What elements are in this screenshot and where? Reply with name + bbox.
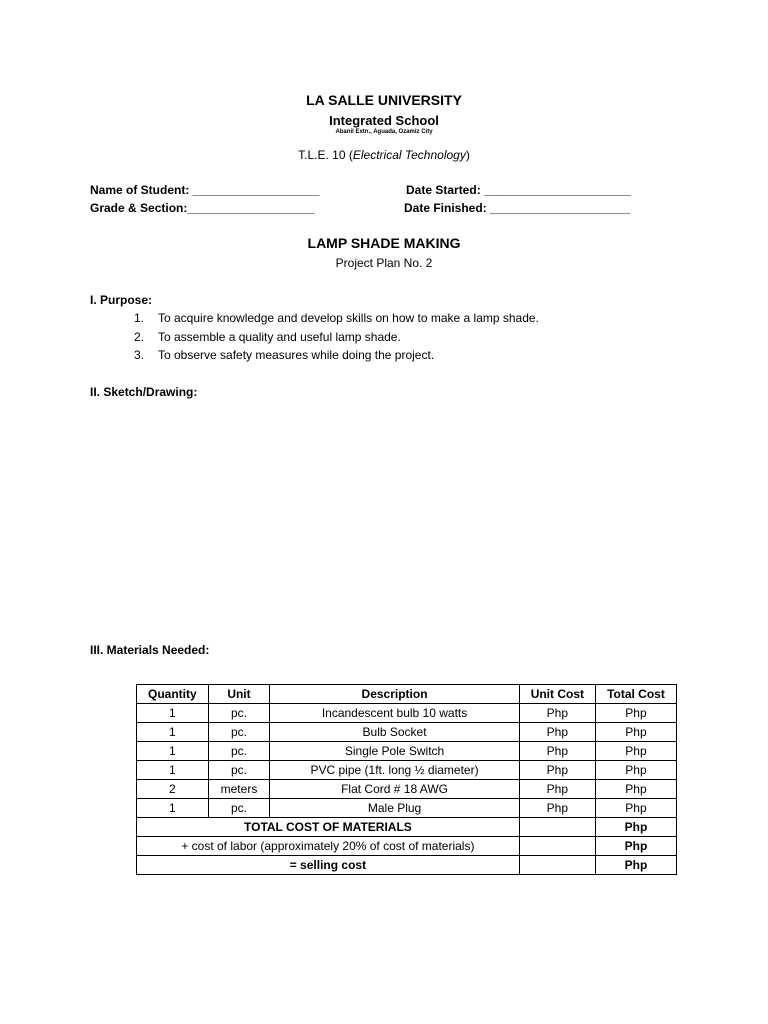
column-header-total-cost: Total Cost <box>595 685 676 704</box>
grade-section-field[interactable]: Grade & Section:___________________ <box>90 201 315 215</box>
cell-unit-cost[interactable]: Php <box>519 799 595 818</box>
school-address: Abanil Extn., Aguada, Ozamiz City <box>335 129 433 135</box>
materials-table <box>136 684 677 875</box>
course-prefix: T.L.E. 10 ( <box>298 148 353 162</box>
cell-unit-cost[interactable]: Php <box>519 780 595 799</box>
cell-total-cost[interactable]: Php <box>595 723 676 742</box>
cell-quantity: 1 <box>137 761 209 780</box>
purpose-list <box>134 311 539 367</box>
project-plan-number: Project Plan No. 2 <box>335 256 433 270</box>
labor-cost-label: + cost of labor (approximately 20% of cost of materials) <box>137 837 520 856</box>
cell-quantity: 1 <box>137 723 209 742</box>
cell-description: Male Plug <box>270 799 520 818</box>
table-row <box>137 704 677 723</box>
course-suffix: ) <box>465 148 470 162</box>
selling-cost-row <box>137 856 677 875</box>
labor-cost-value[interactable]: Php <box>595 837 676 856</box>
column-header-unit-cost: Unit Cost <box>519 685 595 704</box>
purpose-item-text: To acquire knowledge and develop skills on how to make a lamp shade. <box>158 311 539 325</box>
total-materials-value[interactable]: Php <box>595 818 676 837</box>
cell-total-cost[interactable]: Php <box>595 799 676 818</box>
cell-unit-cost[interactable]: Php <box>519 742 595 761</box>
cell-unit: pc. <box>208 723 270 742</box>
column-header-description: Description <box>270 685 520 704</box>
purpose-item-text: To observe safety measures while doing the project. <box>158 348 435 362</box>
date-finished-field[interactable]: Date Finished: _____________________ <box>404 201 631 215</box>
cell-description: Flat Cord # 18 AWG <box>270 780 520 799</box>
cell-unit: meters <box>208 780 270 799</box>
table-row <box>137 723 677 742</box>
purpose-item <box>134 348 539 367</box>
cell-total-cost[interactable]: Php <box>595 704 676 723</box>
cell-unit-cost[interactable]: Php <box>519 704 595 723</box>
column-header-quantity: Quantity <box>137 685 209 704</box>
selling-cost-value[interactable]: Php <box>595 856 676 875</box>
student-name-field[interactable]: Name of Student: ___________________ <box>90 183 320 197</box>
course-name: Electrical Technology <box>352 148 466 162</box>
course-title <box>0 148 768 162</box>
cell-quantity: 1 <box>137 799 209 818</box>
cell-description: PVC pipe (1ft. long ½ diameter) <box>270 761 520 780</box>
cell-unit: pc. <box>208 742 270 761</box>
table-header-row <box>137 685 677 704</box>
column-header-unit: Unit <box>208 685 270 704</box>
cell-unit: pc. <box>208 704 270 723</box>
school-name: Integrated School <box>329 113 439 128</box>
cell-unit: pc. <box>208 761 270 780</box>
sketch-heading: II. Sketch/Drawing: <box>90 385 198 399</box>
table-row <box>137 761 677 780</box>
selling-cost-unit-cost <box>519 856 595 875</box>
cell-description: Single Pole Switch <box>270 742 520 761</box>
cell-description: Bulb Socket <box>270 723 520 742</box>
labor-cost-unit-cost <box>519 837 595 856</box>
cell-total-cost[interactable]: Php <box>595 780 676 799</box>
table-row <box>137 742 677 761</box>
sketch-drawing-area[interactable] <box>90 405 680 630</box>
purpose-item-number: 3. <box>134 348 145 362</box>
cell-quantity: 1 <box>137 704 209 723</box>
cell-quantity: 1 <box>137 742 209 761</box>
project-title: LAMP SHADE MAKING <box>307 235 461 251</box>
purpose-item-number: 2. <box>134 329 145 344</box>
cell-unit-cost[interactable]: Php <box>519 761 595 780</box>
cell-quantity: 2 <box>137 780 209 799</box>
purpose-heading: I. Purpose: <box>90 293 153 307</box>
total-materials-unit-cost <box>519 818 595 837</box>
cell-total-cost[interactable]: Php <box>595 742 676 761</box>
purpose-item <box>134 311 539 330</box>
cell-unit-cost[interactable]: Php <box>519 723 595 742</box>
total-materials-row <box>137 818 677 837</box>
university-title: LA SALLE UNIVERSITY <box>306 92 462 108</box>
table-row <box>137 780 677 799</box>
table-row <box>137 799 677 818</box>
purpose-item-text: To assemble a quality and useful lamp shade. <box>158 329 401 344</box>
purpose-item-number: 1. <box>134 311 145 325</box>
cell-description: Incandescent bulb 10 watts <box>270 704 520 723</box>
date-started-field[interactable]: Date Started: ______________________ <box>406 183 631 197</box>
labor-cost-row <box>137 837 677 856</box>
purpose-item <box>134 330 539 349</box>
materials-heading: III. Materials Needed: <box>90 643 210 657</box>
total-materials-label: TOTAL COST OF MATERIALS <box>137 818 520 837</box>
selling-cost-label: = selling cost <box>137 856 520 875</box>
cell-unit: pc. <box>208 799 270 818</box>
cell-total-cost[interactable]: Php <box>595 761 676 780</box>
